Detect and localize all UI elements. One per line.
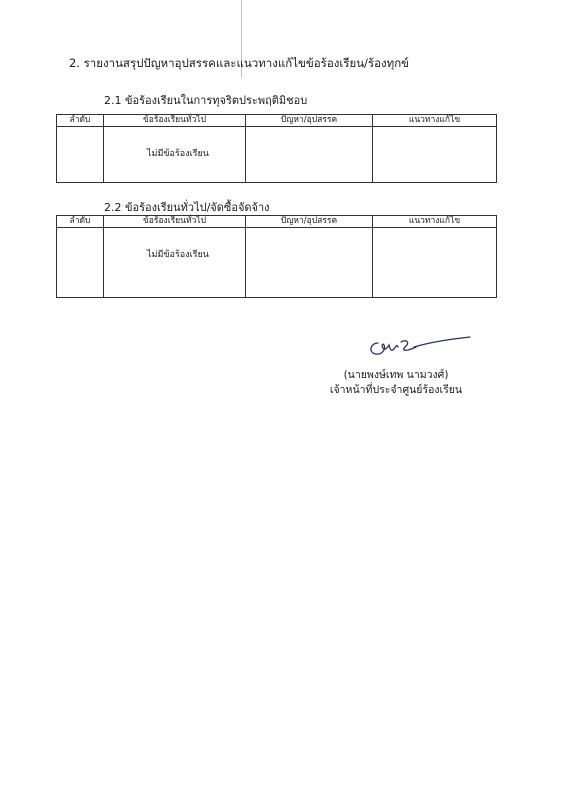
cell-complaint: ไม่มีข้อร้องเรียน <box>104 228 246 298</box>
header-problem: ปัญหา/อุปสรรค <box>246 115 373 127</box>
cell-solution <box>373 127 497 183</box>
complaints-general-table <box>56 215 497 298</box>
header-solution: แนวทางแก้ไข <box>373 216 497 228</box>
complaints-corruption-table <box>56 114 497 183</box>
signer-name: (นายพงษ์เทพ นามวงศ์) <box>343 369 449 381</box>
section-2-2-title: 2.2 ข้อร้องเรียนทั่วไป/จัดซื้อจัดจ้าง <box>104 201 270 214</box>
signer-position: เจ้าหน้าที่ประจำศูนย์ร้องเรียน <box>329 384 463 396</box>
cell-problem <box>246 127 373 183</box>
cell-solution <box>373 228 497 298</box>
cell-order <box>57 228 104 298</box>
section-2-title: 2. รายงานสรุปปัญหาอุปสรรคและแนวทางแก้ไขข้อร้องเรียน/ร้องทุกข์ <box>69 56 410 70</box>
table-row <box>57 228 497 298</box>
cell-order <box>57 127 104 183</box>
cell-complaint: ไม่มีข้อร้องเรียน <box>104 127 246 183</box>
cell-problem <box>246 228 373 298</box>
header-complaint: ข้อร้องเรียนทั่วไป <box>104 115 246 127</box>
header-order: ลำดับ <box>57 115 104 127</box>
header-problem: ปัญหา/อุปสรรค <box>246 216 373 228</box>
table-row <box>57 127 497 183</box>
table-header-row <box>57 216 497 228</box>
table-header-row <box>57 115 497 127</box>
header-complaint: ข้อร้องเรียนทั่วไป <box>104 216 246 228</box>
section-2-1-title: 2.1 ข้อร้องเรียนในการทุจริตประพฤติมิชอบ <box>104 94 308 107</box>
handwritten-signature <box>366 333 476 359</box>
header-order: ลำดับ <box>57 216 104 228</box>
header-solution: แนวทางแก้ไข <box>373 115 497 127</box>
